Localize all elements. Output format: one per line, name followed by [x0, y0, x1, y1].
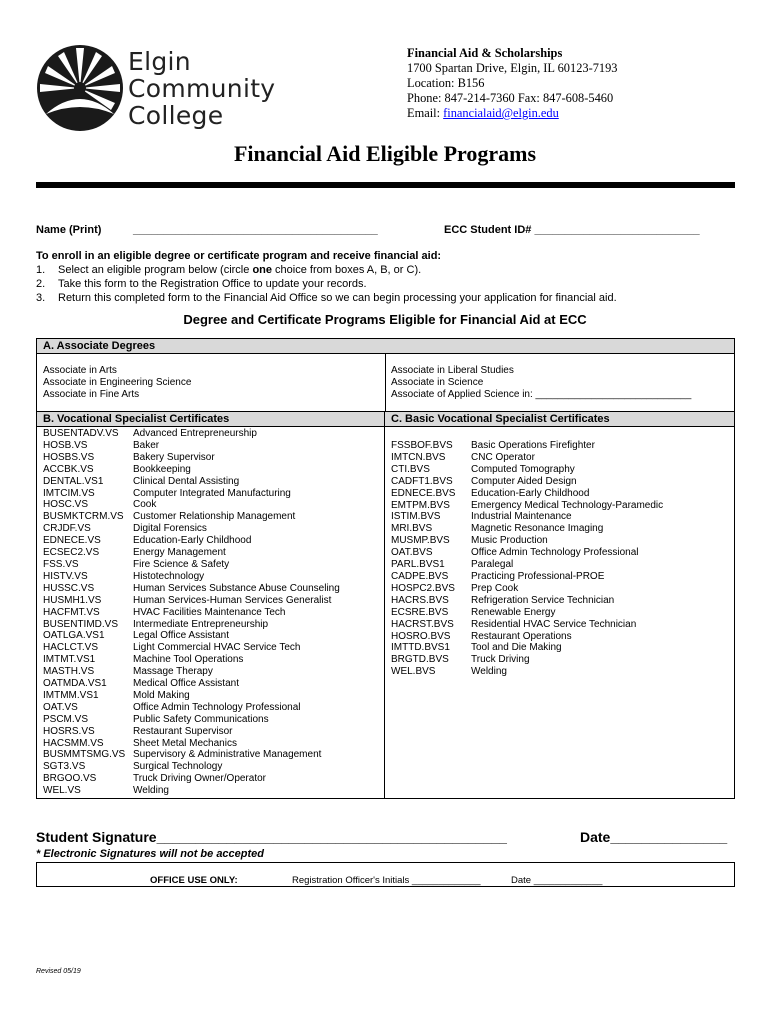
program-code: HACFMT.VS [43, 606, 100, 618]
program-name: Supervisory & Administrative Management [133, 749, 322, 761]
program-name: Human Services Substance Abuse Counseling [133, 582, 340, 594]
program-name: Office Admin Technology Professional [133, 701, 301, 713]
program-code: HOSB.VS [43, 439, 88, 451]
program-name: Cook [133, 499, 157, 511]
program-name: Clinical Dental Assisting [133, 475, 240, 487]
program-row[interactable] [43, 619, 340, 631]
program-row[interactable] [43, 749, 340, 761]
program-row[interactable] [43, 690, 340, 702]
program-code: HACLCT.VS [43, 642, 99, 654]
student-signature-field[interactable] [36, 829, 507, 845]
program-row[interactable] [43, 642, 340, 654]
box-b-header: B. Vocational Specialist Certificates [37, 412, 384, 427]
program-row[interactable] [43, 702, 340, 714]
program-code: WEL.VS [43, 785, 81, 797]
program-row[interactable] [391, 440, 663, 452]
program-code: BUSMKTCRM.VS [43, 511, 124, 523]
instructions [36, 249, 617, 305]
box-b-list [43, 428, 340, 797]
program-code: HOSC.VS [43, 499, 89, 511]
logo-line-1: Elgin [128, 47, 191, 76]
program-row[interactable] [391, 571, 663, 583]
program-name: Bookkeeping [133, 463, 191, 475]
program-row[interactable] [43, 499, 340, 511]
program-row[interactable] [391, 654, 663, 666]
program-row[interactable] [391, 642, 663, 654]
program-row[interactable] [43, 476, 340, 488]
program-name: HVAC Facilities Maintenance Tech [133, 606, 286, 618]
program-name: Emergency Medical Technology-Paramedic [471, 499, 664, 511]
list-item[interactable]: Associate in Science [391, 376, 484, 388]
program-code: IMTMT.VS1 [43, 654, 96, 666]
program-code: OAT.BVS [391, 547, 433, 559]
program-row[interactable] [43, 738, 340, 750]
program-name: Energy Management [133, 547, 226, 559]
office-use-box [36, 862, 735, 887]
program-name: Truck Driving [471, 654, 530, 666]
program-code: HOSBS.VS [43, 451, 95, 463]
program-name: Mold Making [133, 689, 190, 701]
program-row[interactable] [391, 607, 663, 619]
program-name: Public Safety Communications [133, 713, 269, 725]
box-a-right-list [391, 365, 691, 401]
phone-fax: Phone: 847-214-7360 Fax: 847-608-5460 [407, 91, 614, 105]
list-item[interactable]: Associate in Arts [43, 365, 117, 376]
program-name: Office Admin Technology Professional [471, 547, 639, 559]
program-code: MUSMP.BVS [391, 535, 450, 547]
program-row[interactable] [43, 761, 340, 773]
program-name: Human Services-Human Services Generalist [133, 594, 332, 606]
program-name: Histotechnology [133, 570, 205, 582]
program-name: Magnetic Resonance Imaging [471, 523, 604, 535]
program-name: Education-Early Childhood [133, 535, 252, 547]
college-name [128, 48, 275, 129]
program-name: Computer Aided Design [471, 475, 577, 487]
instructions-heading: To enroll in an eligible degree or certificate program and receive financial aid: [36, 250, 442, 262]
program-name: Industrial Maintenance [471, 511, 572, 523]
program-row[interactable] [43, 523, 340, 535]
box-vocational-certificates [36, 411, 385, 799]
program-code: HACRS.BVS [391, 594, 449, 606]
program-name: Customer Relationship Management [133, 511, 296, 523]
program-code: IMTCN.BVS [391, 451, 446, 463]
program-row[interactable] [43, 571, 340, 583]
office-name: Financial Aid & Scholarships [407, 46, 563, 60]
program-row[interactable] [391, 476, 663, 488]
program-row[interactable] [43, 785, 340, 797]
program-row[interactable] [391, 583, 663, 595]
logo-line-3: College [128, 101, 224, 130]
program-code: CADPE.BVS [391, 570, 449, 582]
program-name: Education-Early Childhood [471, 487, 590, 499]
program-row[interactable] [43, 488, 340, 500]
program-row[interactable] [43, 654, 340, 666]
program-name: Welding [471, 666, 507, 678]
program-code: HUSMH1.VS [43, 594, 102, 606]
box-basic-vocational-certificates [384, 411, 735, 799]
program-row[interactable] [43, 773, 340, 785]
instruction-step: 3. Return this completed form to the Financial Aid Office so we can begin processing your application for financial aid. [36, 292, 617, 304]
program-code: BUSENTADV.VS [43, 428, 119, 439]
program-row[interactable] [43, 440, 340, 452]
name-label: Name (Print) [36, 224, 102, 236]
program-code: BRGTD.BVS [391, 654, 449, 666]
program-code: OAT.VS [43, 701, 78, 713]
program-code: FSS.VS [43, 558, 79, 570]
program-name: Renewable Energy [471, 606, 556, 618]
program-name: Legal Office Assistant [133, 630, 229, 642]
program-row[interactable] [43, 666, 340, 678]
program-name: Fire Science & Safety [133, 558, 230, 570]
address: 1700 Spartan Drive, Elgin, IL 60123-7193 [407, 61, 618, 75]
program-row[interactable] [391, 452, 663, 464]
program-row[interactable] [391, 523, 663, 535]
date-line: _______________ [610, 829, 728, 845]
box-a-divider [385, 354, 386, 412]
program-row[interactable] [43, 595, 340, 607]
date-label: Date [580, 829, 611, 845]
program-row[interactable] [43, 726, 340, 738]
program-row[interactable] [43, 559, 340, 571]
program-row[interactable] [43, 583, 340, 595]
program-code: HACSMM.VS [43, 737, 104, 749]
program-code: CRJDF.VS [43, 523, 91, 535]
list-item[interactable]: Associate in Engineering Science [43, 376, 192, 388]
program-row[interactable] [43, 464, 340, 476]
program-code: DENTAL.VS1 [43, 475, 104, 487]
program-code: HOSRO.BVS [391, 630, 451, 642]
program-row[interactable] [391, 619, 663, 631]
instruction-step: 1. Select an eligible program below (circle one choice from boxes A, B, or C). [36, 264, 422, 276]
program-name: Welding [133, 785, 169, 797]
program-code: MASTH.VS [43, 666, 95, 678]
program-name: Baker [133, 439, 160, 451]
program-name: Light Commercial HVAC Service Tech [133, 642, 301, 654]
contact-info [407, 46, 618, 121]
program-name: Massage Therapy [133, 666, 213, 678]
program-row[interactable] [391, 666, 663, 678]
program-code: CADFT1.BVS [391, 475, 453, 487]
program-row[interactable] [43, 452, 340, 464]
program-row[interactable] [391, 547, 663, 559]
email-label: Email: [407, 106, 444, 120]
revision-note: Revised 05/19 [36, 968, 81, 975]
program-row[interactable] [43, 547, 340, 559]
program-name: Basic Operations Firefighter [471, 440, 595, 451]
instruction-step: 2. Take this form to the Registration Office to update your records. [36, 278, 367, 290]
program-name: Truck Driving Owner/Operator [133, 773, 266, 785]
program-name: Advanced Entrepreneurship [133, 428, 257, 439]
program-row[interactable] [43, 714, 340, 726]
program-code: BUSMMTSMG.VS [43, 749, 126, 761]
program-row[interactable] [391, 631, 663, 643]
page-title: Financial Aid Eligible Programs [233, 141, 537, 166]
program-code: BUSENTIMD.VS [43, 618, 119, 630]
program-code: PSCM.VS [43, 713, 89, 725]
box-c-list [391, 440, 663, 678]
program-name: CNC Operator [471, 451, 535, 463]
program-row[interactable] [391, 464, 663, 476]
student-id-line: ___________________________ [534, 224, 700, 236]
program-row[interactable] [43, 630, 340, 642]
esignature-note: * Electronic Signatures will not be accepted [36, 848, 265, 860]
program-code: ECSEC2.VS [43, 547, 100, 559]
program-code: WEL.BVS [391, 666, 436, 678]
list-item[interactable]: Associate in Liberal Studies [391, 365, 514, 376]
program-name: Restaurant Operations [471, 630, 572, 642]
program-name: Paralegal [471, 559, 514, 571]
program-row[interactable] [43, 678, 340, 690]
program-code: BRGOO.VS [43, 773, 97, 785]
logo-line-2: Community [128, 74, 276, 103]
location: Location: B156 [407, 76, 485, 90]
program-name: Computer Integrated Manufacturing [133, 487, 291, 499]
program-code: IMTMM.VS1 [43, 689, 99, 701]
program-name: Bakery Supervisor [133, 451, 215, 463]
program-name: Refrigeration Service Technician [471, 594, 615, 606]
office-use-label: OFFICE USE ONLY: [150, 875, 238, 886]
program-code: EMTPM.BVS [391, 499, 450, 511]
program-name: Music Production [471, 535, 548, 547]
program-code: HACRST.BVS [391, 618, 454, 630]
program-row[interactable] [43, 511, 340, 523]
list-item[interactable]: Associate of Applied Science in: ____________________________ [391, 388, 692, 400]
program-code: HUSSC.VS [43, 582, 95, 594]
program-code: IMTCIM.VS [43, 487, 95, 499]
program-name: Surgical Technology [133, 761, 223, 773]
program-code: HOSPC2.BVS [391, 582, 455, 594]
box-c-header: C. Basic Vocational Specialist Certificates [385, 412, 734, 427]
program-row[interactable] [391, 511, 663, 523]
program-code: PARL.BVS1 [391, 559, 445, 571]
program-row[interactable] [391, 500, 663, 512]
program-name: Computed Tomography [471, 463, 575, 475]
office-date-field[interactable]: Date _____________ [511, 875, 603, 886]
program-name: Machine Tool Operations [133, 654, 244, 666]
program-name: Tool and Die Making [471, 642, 562, 654]
program-name: Digital Forensics [133, 523, 207, 535]
program-row[interactable] [391, 559, 663, 571]
program-code: IMTTD.BVS1 [391, 642, 450, 654]
program-code: CTI.BVS [391, 463, 430, 475]
program-code: EDNECE.BVS [391, 487, 456, 499]
program-name: Prep Cook [471, 582, 519, 594]
program-code: MRI.BVS [391, 523, 433, 535]
email-link[interactable]: financialaid@elgin.edu [443, 106, 559, 120]
student-id-field[interactable] [444, 224, 700, 236]
program-code: EDNECE.VS [43, 535, 101, 547]
box-associate-degrees [36, 338, 735, 412]
program-code: FSSBOF.BVS [391, 440, 453, 451]
program-row[interactable] [391, 488, 663, 500]
program-row[interactable] [391, 535, 663, 547]
program-name: Practicing Professional-PROE [471, 570, 605, 582]
program-name: Restaurant Supervisor [133, 725, 233, 737]
program-code: OATLGA.VS1 [43, 630, 105, 642]
program-row[interactable] [43, 607, 340, 619]
name-field[interactable]: ________________________________________ [133, 224, 378, 236]
title-rule [36, 182, 735, 188]
program-code: SGT3.VS [43, 761, 86, 773]
officer-initials-field[interactable]: Registration Officer's Initials _____________ [292, 875, 481, 886]
section-title: Degree and Certificate Programs Eligible for Financial Aid at ECC [183, 312, 587, 327]
email-line [407, 106, 618, 121]
program-row[interactable] [43, 428, 340, 440]
program-name: Sheet Metal Mechanics [133, 737, 237, 749]
signature-label: Student Signature [36, 829, 157, 845]
box-a-left-list [43, 365, 191, 401]
signature-line: _____________________________________________ [156, 829, 507, 845]
program-code: HOSRS.VS [43, 725, 95, 737]
program-name: Intermediate Entrepreneurship [133, 618, 269, 630]
starburst-logo-icon [36, 44, 124, 132]
program-code: ECSRE.BVS [391, 606, 449, 618]
program-code: ISTIM.BVS [391, 511, 441, 523]
box-a-header: A. Associate Degrees [37, 339, 734, 354]
program-row[interactable] [43, 535, 340, 547]
program-code: OATMDA.VS1 [43, 678, 107, 690]
college-logo [36, 44, 124, 132]
list-item[interactable]: Associate in Fine Arts [43, 388, 140, 400]
program-name: Medical Office Assistant [133, 678, 239, 690]
program-row[interactable] [391, 595, 663, 607]
program-name: Residential HVAC Service Technician [471, 618, 637, 630]
program-code: HISTV.VS [43, 570, 88, 582]
student-id-label: ECC Student ID# [444, 224, 535, 236]
date-field[interactable] [580, 829, 727, 845]
program-code: ACCBK.VS [43, 463, 94, 475]
